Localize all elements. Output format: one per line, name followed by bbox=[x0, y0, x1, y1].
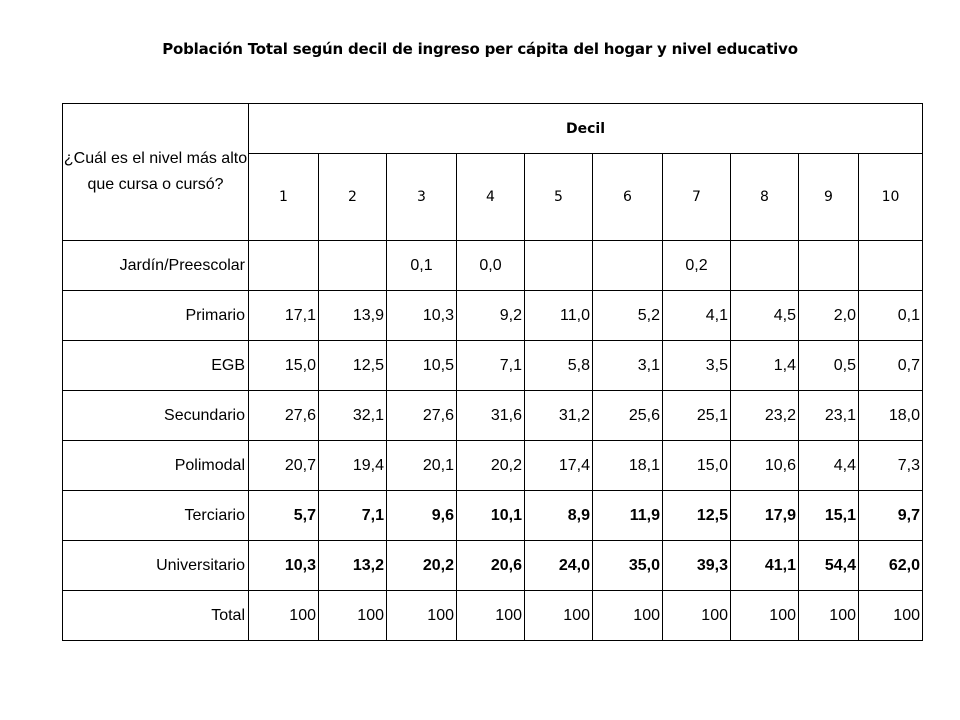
table-cell: 23,1 bbox=[799, 391, 859, 441]
table-cell: 27,6 bbox=[387, 391, 457, 441]
table-cell bbox=[525, 241, 593, 291]
decil-header-6: 6 bbox=[593, 154, 663, 241]
table-cell: 18,0 bbox=[859, 391, 923, 441]
table-cell: 10,3 bbox=[249, 541, 319, 591]
row-label: Total bbox=[63, 591, 249, 641]
table-cell: 100 bbox=[387, 591, 457, 641]
table-cell: 25,6 bbox=[593, 391, 663, 441]
table-cell: 12,5 bbox=[319, 341, 387, 391]
table-cell: 20,2 bbox=[387, 541, 457, 591]
table-cell: 5,7 bbox=[249, 491, 319, 541]
data-table bbox=[62, 103, 923, 641]
table-cell: 10,3 bbox=[387, 291, 457, 341]
table-cell: 15,1 bbox=[799, 491, 859, 541]
table-cell: 11,9 bbox=[593, 491, 663, 541]
table-cell: 1,4 bbox=[731, 341, 799, 391]
table-cell: 31,2 bbox=[525, 391, 593, 441]
table-cell: 32,1 bbox=[319, 391, 387, 441]
table-cell: 17,9 bbox=[731, 491, 799, 541]
decil-group-header: Decil bbox=[249, 104, 923, 154]
table-cell: 3,1 bbox=[593, 341, 663, 391]
row-label: Polimodal bbox=[63, 441, 249, 491]
table-cell: 35,0 bbox=[593, 541, 663, 591]
row-label: EGB bbox=[63, 341, 249, 391]
decil-header-3: 3 bbox=[387, 154, 457, 241]
decil-header-7: 7 bbox=[663, 154, 731, 241]
table-cell: 100 bbox=[457, 591, 525, 641]
table-cell: 0,1 bbox=[387, 241, 457, 291]
table-cell: 100 bbox=[663, 591, 731, 641]
table-cell bbox=[249, 241, 319, 291]
table-cell bbox=[319, 241, 387, 291]
table-cell: 100 bbox=[859, 591, 923, 641]
corner-label: ¿Cuál es el nivel más alto que cursa o cursó? bbox=[63, 104, 249, 241]
table-cell: 20,6 bbox=[457, 541, 525, 591]
table-cell: 15,0 bbox=[249, 341, 319, 391]
table-cell: 20,1 bbox=[387, 441, 457, 491]
table-cell: 9,2 bbox=[457, 291, 525, 341]
table-cell: 5,8 bbox=[525, 341, 593, 391]
decil-header-1: 1 bbox=[249, 154, 319, 241]
table-row bbox=[63, 341, 923, 391]
table-cell: 15,0 bbox=[663, 441, 731, 491]
table-cell: 31,6 bbox=[457, 391, 525, 441]
decil-header-9: 9 bbox=[799, 154, 859, 241]
table-cell: 4,4 bbox=[799, 441, 859, 491]
table-cell: 13,9 bbox=[319, 291, 387, 341]
table-cell: 25,1 bbox=[663, 391, 731, 441]
table-cell: 0,7 bbox=[859, 341, 923, 391]
table-cell: 4,1 bbox=[663, 291, 731, 341]
table-cell: 20,2 bbox=[457, 441, 525, 491]
table-cell bbox=[731, 241, 799, 291]
row-label: Jardín/Preescolar bbox=[63, 241, 249, 291]
table-cell: 10,5 bbox=[387, 341, 457, 391]
table-cell: 24,0 bbox=[525, 541, 593, 591]
table-cell: 100 bbox=[593, 591, 663, 641]
table-cell: 17,4 bbox=[525, 441, 593, 491]
table-cell bbox=[799, 241, 859, 291]
row-label: Universitario bbox=[63, 541, 249, 591]
table-cell: 0,5 bbox=[799, 341, 859, 391]
table-cell: 100 bbox=[525, 591, 593, 641]
table-cell: 39,3 bbox=[663, 541, 731, 591]
table-cell: 9,7 bbox=[859, 491, 923, 541]
table-cell: 13,2 bbox=[319, 541, 387, 591]
table-cell: 18,1 bbox=[593, 441, 663, 491]
table-cell: 11,0 bbox=[525, 291, 593, 341]
table-cell: 10,6 bbox=[731, 441, 799, 491]
table-cell: 0,0 bbox=[457, 241, 525, 291]
table-cell: 17,1 bbox=[249, 291, 319, 341]
decil-header-4: 4 bbox=[457, 154, 525, 241]
table-cell: 10,1 bbox=[457, 491, 525, 541]
table-cell: 7,3 bbox=[859, 441, 923, 491]
table-cell: 3,5 bbox=[663, 341, 731, 391]
row-label: Secundario bbox=[63, 391, 249, 441]
table-cell: 2,0 bbox=[799, 291, 859, 341]
table-cell: 0,1 bbox=[859, 291, 923, 341]
table-cell: 19,4 bbox=[319, 441, 387, 491]
table-cell: 100 bbox=[799, 591, 859, 641]
table-cell: 20,7 bbox=[249, 441, 319, 491]
table-cell: 7,1 bbox=[319, 491, 387, 541]
decil-header-5: 5 bbox=[525, 154, 593, 241]
decil-header-8: 8 bbox=[731, 154, 799, 241]
table-cell: 54,4 bbox=[799, 541, 859, 591]
table-cell: 27,6 bbox=[249, 391, 319, 441]
table-row bbox=[63, 391, 923, 441]
row-label: Terciario bbox=[63, 491, 249, 541]
table-cell: 62,0 bbox=[859, 541, 923, 591]
table-cell: 9,6 bbox=[387, 491, 457, 541]
table-row bbox=[63, 241, 923, 291]
table-cell: 100 bbox=[319, 591, 387, 641]
table-cell: 100 bbox=[249, 591, 319, 641]
table-cell: 8,9 bbox=[525, 491, 593, 541]
row-label: Primario bbox=[63, 291, 249, 341]
table-cell: 12,5 bbox=[663, 491, 731, 541]
table-row bbox=[63, 591, 923, 641]
decil-header-2: 2 bbox=[319, 154, 387, 241]
table-cell: 100 bbox=[731, 591, 799, 641]
table-cell: 0,2 bbox=[663, 241, 731, 291]
table-cell: 23,2 bbox=[731, 391, 799, 441]
decil-header-10: 10 bbox=[859, 154, 923, 241]
table-cell: 7,1 bbox=[457, 341, 525, 391]
table-cell bbox=[859, 241, 923, 291]
table-row bbox=[63, 541, 923, 591]
table-row bbox=[63, 491, 923, 541]
table-cell bbox=[593, 241, 663, 291]
table-cell: 41,1 bbox=[731, 541, 799, 591]
table-row bbox=[63, 291, 923, 341]
header-row-group bbox=[63, 104, 923, 154]
table-cell: 4,5 bbox=[731, 291, 799, 341]
table-cell: 5,2 bbox=[593, 291, 663, 341]
table-row bbox=[63, 441, 923, 491]
page-title: Población Total según decil de ingreso per cápita del hogar y nivel educativo bbox=[162, 40, 798, 58]
